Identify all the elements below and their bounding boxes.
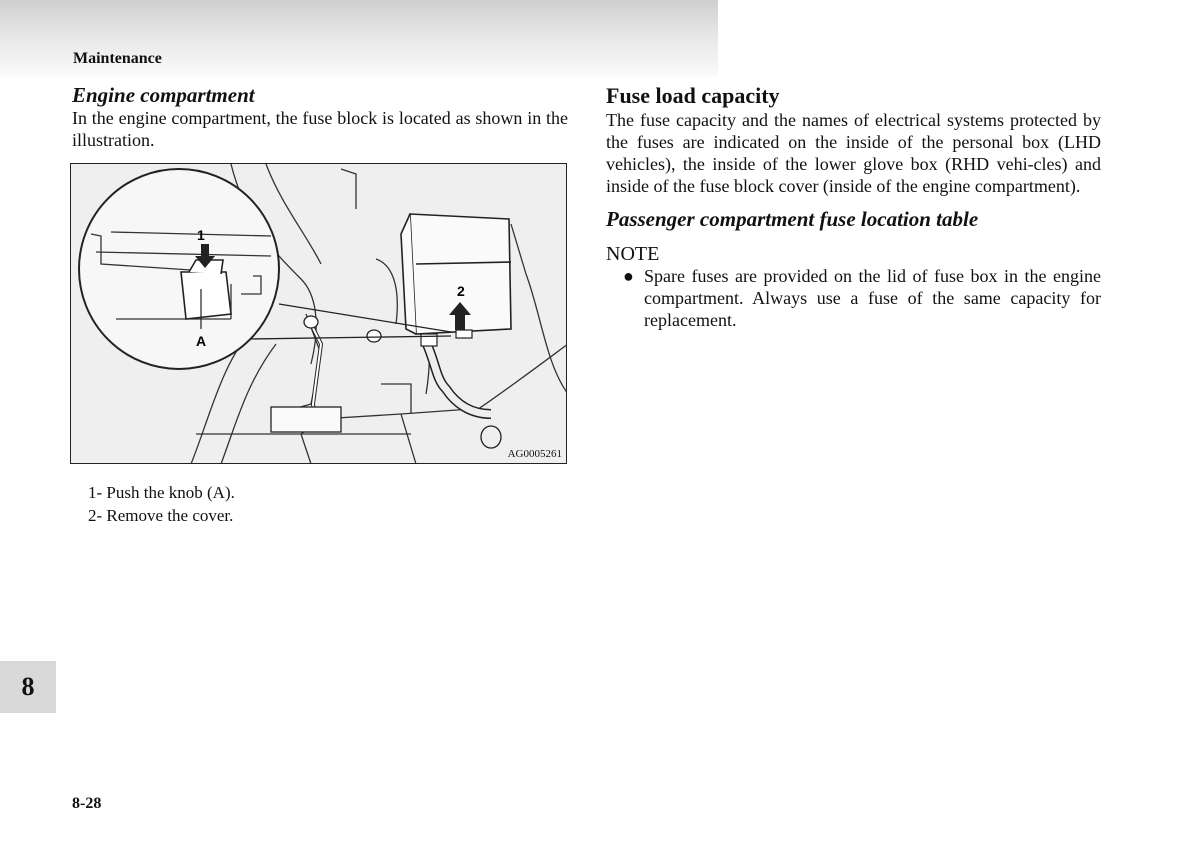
section-label: Maintenance <box>73 50 162 67</box>
page-number: 8-28 <box>72 795 102 812</box>
note-text: Spare fuses are provided on the lid of fuse box in the engine compartment. Always use a fuse of the same capacity for replacement. <box>644 266 1101 330</box>
fuse-load-capacity-paragraph: The fuse capacity and the names of electrical systems protected by the fuses are indicated on the inside of the personal box (LHD vehicles), the inside of the lower glove box (RHD vehi-cles) and inside of the fuse block cover (inside of the engine compartment). <box>606 110 1101 196</box>
chapter-tab: 8 <box>0 661 56 713</box>
engine-compartment-subheading: Engine compartment <box>72 83 255 107</box>
figure-captions <box>88 481 235 527</box>
passenger-fuse-table-subheading: Passenger compartment fuse location table <box>606 207 979 231</box>
bullet-icon: ● <box>623 266 634 286</box>
left-column <box>72 83 568 151</box>
figure-label-2: 2 <box>457 283 465 299</box>
caption-step-1: 1- Push the knob (A). <box>88 483 235 502</box>
caption-step-2: 2- Remove the cover. <box>88 506 234 525</box>
figure-label-a: A <box>196 333 207 349</box>
figure-label-1: 1 <box>197 227 205 243</box>
fuse-load-capacity-heading: Fuse load capacity <box>606 83 780 108</box>
figure-code: AG0005261 <box>507 448 562 460</box>
note-title: NOTE <box>606 243 660 265</box>
engine-bay-drawing <box>71 164 567 464</box>
right-column <box>606 83 1101 331</box>
fuse-block-illustration <box>70 163 567 464</box>
engine-compartment-intro: In the engine compartment, the fuse block is located as shown in the illustration. <box>72 108 568 150</box>
note-item <box>606 265 1101 331</box>
